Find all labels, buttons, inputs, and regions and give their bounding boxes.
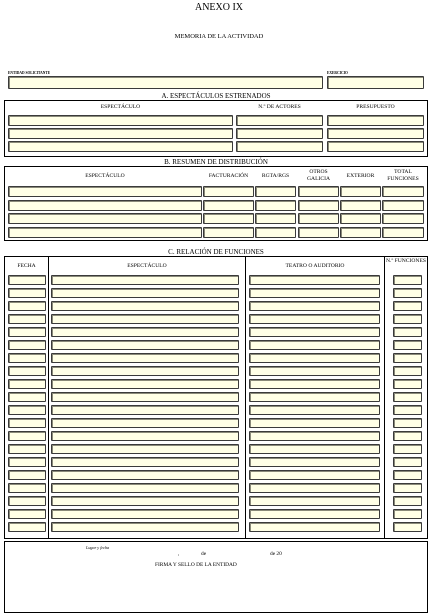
teatro-field[interactable] [249, 301, 380, 311]
total-funciones-field[interactable] [382, 200, 424, 211]
funciones-field[interactable] [393, 301, 422, 311]
fecha-field[interactable] [8, 275, 46, 285]
exterior-field[interactable] [340, 227, 381, 238]
teatro-field[interactable] [249, 392, 380, 402]
espectaculo-field[interactable] [51, 314, 239, 324]
presupuesto-field[interactable] [327, 141, 424, 152]
fecha-field[interactable] [8, 327, 46, 337]
rgta-field[interactable] [255, 200, 296, 211]
teatro-field[interactable] [249, 353, 380, 363]
espectaculo-field[interactable] [51, 353, 239, 363]
document-title: ANEXO IX [194, 2, 244, 13]
section-b-header-rgta: RGTA/RGS [261, 173, 290, 179]
espectaculo-field[interactable] [51, 405, 239, 415]
teatro-field[interactable] [249, 470, 380, 480]
funciones-field[interactable] [393, 522, 422, 532]
signature-de-1: de [201, 551, 207, 557]
teatro-field[interactable] [249, 509, 380, 519]
espectaculo-field[interactable] [51, 522, 239, 532]
section-b-header-otros: OTROS GALICIA [307, 169, 330, 182]
espectaculo-field[interactable] [8, 213, 202, 224]
funciones-field[interactable] [393, 340, 422, 350]
espectaculo-field[interactable] [8, 227, 202, 238]
year-label: EXERCICIO [327, 71, 348, 75]
teatro-field[interactable] [249, 405, 380, 415]
fecha-field[interactable] [8, 405, 46, 415]
teatro-field[interactable] [249, 431, 380, 441]
fecha-field[interactable] [8, 340, 46, 350]
section-b-header-exterior: EXTERIOR [346, 173, 375, 179]
funciones-field[interactable] [393, 405, 422, 415]
espectaculo-field[interactable] [51, 431, 239, 441]
espectaculo-field[interactable] [51, 457, 239, 467]
otros-galicia-field[interactable] [298, 200, 339, 211]
section-b-header-total: TOTAL FUNCIONES [387, 169, 419, 182]
fecha-field[interactable] [8, 366, 46, 376]
espectaculo-field[interactable] [51, 418, 239, 428]
funciones-field[interactable] [393, 353, 422, 363]
section-a-header-espectaculo: ESPECTÁCULO [100, 104, 141, 110]
rgta-field[interactable] [255, 227, 296, 238]
fecha-field[interactable] [8, 431, 46, 441]
teatro-field[interactable] [249, 314, 380, 324]
teatro-field[interactable] [249, 379, 380, 389]
fecha-field[interactable] [8, 483, 46, 493]
actores-field[interactable] [236, 141, 323, 152]
teatro-field[interactable] [249, 522, 380, 532]
fecha-field[interactable] [8, 418, 46, 428]
teatro-field[interactable] [249, 457, 380, 467]
total-funciones-field[interactable] [382, 213, 424, 224]
fecha-field[interactable] [8, 353, 46, 363]
signature-comma: , [178, 551, 180, 557]
teatro-field[interactable] [249, 444, 380, 454]
funciones-field[interactable] [393, 275, 422, 285]
espectaculo-field[interactable] [51, 366, 239, 376]
section-a-header-presupuesto: PRESUPUESTO [356, 104, 395, 110]
facturacion-field[interactable] [203, 186, 254, 197]
espectaculo-field[interactable] [8, 186, 202, 197]
signature-firma-label: FIRMA Y SELLO DE LA ENTIDAD [155, 562, 237, 568]
otros-galicia-field[interactable] [298, 227, 339, 238]
fecha-field[interactable] [8, 457, 46, 467]
funciones-field[interactable] [393, 379, 422, 389]
facturacion-field[interactable] [203, 200, 254, 211]
teatro-field[interactable] [249, 288, 380, 298]
espectaculo-field[interactable] [51, 509, 239, 519]
actores-field[interactable] [236, 128, 323, 139]
rgta-field[interactable] [255, 213, 296, 224]
teatro-field[interactable] [249, 340, 380, 350]
section-c-header-teatro: TEATRO O AUDITORIO [285, 263, 345, 269]
espectaculo-field[interactable] [51, 275, 239, 285]
espectaculo-field[interactable] [8, 115, 233, 126]
exterior-field[interactable] [340, 213, 381, 224]
section-c-header-fecha: FECHA [17, 263, 36, 269]
fecha-field[interactable] [8, 301, 46, 311]
teatro-field[interactable] [249, 275, 380, 285]
teatro-field[interactable] [249, 327, 380, 337]
espectaculo-field[interactable] [51, 327, 239, 337]
place-date-label: Lugar y fecha [86, 545, 110, 550]
total-funciones-field[interactable] [382, 186, 424, 197]
espectaculo-field[interactable] [51, 379, 239, 389]
actores-field[interactable] [236, 115, 323, 126]
section-c-divider [245, 256, 246, 539]
espectaculo-field[interactable] [8, 141, 233, 152]
fecha-field[interactable] [8, 470, 46, 480]
espectaculo-field[interactable] [51, 470, 239, 480]
fecha-field[interactable] [8, 379, 46, 389]
espectaculo-field[interactable] [51, 392, 239, 402]
fecha-field[interactable] [8, 522, 46, 532]
teatro-field[interactable] [249, 496, 380, 506]
funciones-field[interactable] [393, 496, 422, 506]
funciones-field[interactable] [393, 509, 422, 519]
espectaculo-field[interactable] [51, 444, 239, 454]
fecha-field[interactable] [8, 288, 46, 298]
funciones-field[interactable] [393, 470, 422, 480]
presupuesto-field[interactable] [327, 128, 424, 139]
espectaculo-field[interactable] [51, 301, 239, 311]
section-c-divider [384, 256, 385, 539]
exterior-field[interactable] [340, 200, 381, 211]
funciones-field[interactable] [393, 288, 422, 298]
espectaculo-field[interactable] [51, 340, 239, 350]
rgta-field[interactable] [255, 186, 296, 197]
section-b-header-espectaculo: ESPECTÁCULO [85, 173, 125, 179]
section-a-title: A. ESPECTÁCULOS ESTRENADOS [161, 92, 271, 100]
espectaculo-field[interactable] [51, 496, 239, 506]
facturacion-field[interactable] [203, 227, 254, 238]
signature-de-2: de 20 [270, 551, 282, 557]
espectaculo-field[interactable] [8, 128, 233, 139]
funciones-field[interactable] [393, 444, 422, 454]
otros-galicia-field[interactable] [298, 213, 339, 224]
section-c-title: C. RELACIÓN DE FUNCIONES [168, 248, 264, 256]
espectaculo-field[interactable] [8, 200, 202, 211]
total-funciones-field[interactable] [382, 227, 424, 238]
fecha-field[interactable] [8, 314, 46, 324]
fecha-field[interactable] [8, 496, 46, 506]
fecha-field[interactable] [8, 392, 46, 402]
year-field[interactable] [327, 76, 424, 89]
section-c-header-funciones: N.º FUNCIONES [386, 258, 426, 264]
espectaculo-field[interactable] [51, 288, 239, 298]
section-b-title: B. RESUMEN DE DISTRIBUCIÓN [164, 158, 268, 166]
fecha-field[interactable] [8, 444, 46, 454]
section-c-divider [48, 256, 49, 539]
otros-galicia-field[interactable] [298, 186, 339, 197]
exterior-field[interactable] [340, 186, 381, 197]
teatro-field[interactable] [249, 483, 380, 493]
funciones-field[interactable] [393, 483, 422, 493]
entity-field[interactable] [8, 76, 323, 89]
document-subtitle: MEMORIA DE LA ACTIVIDAD [174, 33, 264, 40]
section-c-header-espectaculo: ESPECTÁCULO [127, 263, 167, 269]
funciones-field[interactable] [393, 418, 422, 428]
funciones-field[interactable] [393, 366, 422, 376]
funciones-field[interactable] [393, 431, 422, 441]
teatro-field[interactable] [249, 366, 380, 376]
funciones-field[interactable] [393, 327, 422, 337]
fecha-field[interactable] [8, 509, 46, 519]
signature-frame [4, 541, 428, 613]
teatro-field[interactable] [249, 418, 380, 428]
facturacion-field[interactable] [203, 213, 254, 224]
presupuesto-field[interactable] [327, 115, 424, 126]
espectaculo-field[interactable] [51, 483, 239, 493]
entity-label: ENTIDAD SOLICITANTE [8, 71, 51, 75]
section-a-header-actores: N.º DE ACTORES [258, 104, 301, 110]
funciones-field[interactable] [393, 457, 422, 467]
funciones-field[interactable] [393, 392, 422, 402]
section-b-header-facturacion: FACTURACIÓN [208, 173, 249, 179]
funciones-field[interactable] [393, 314, 422, 324]
